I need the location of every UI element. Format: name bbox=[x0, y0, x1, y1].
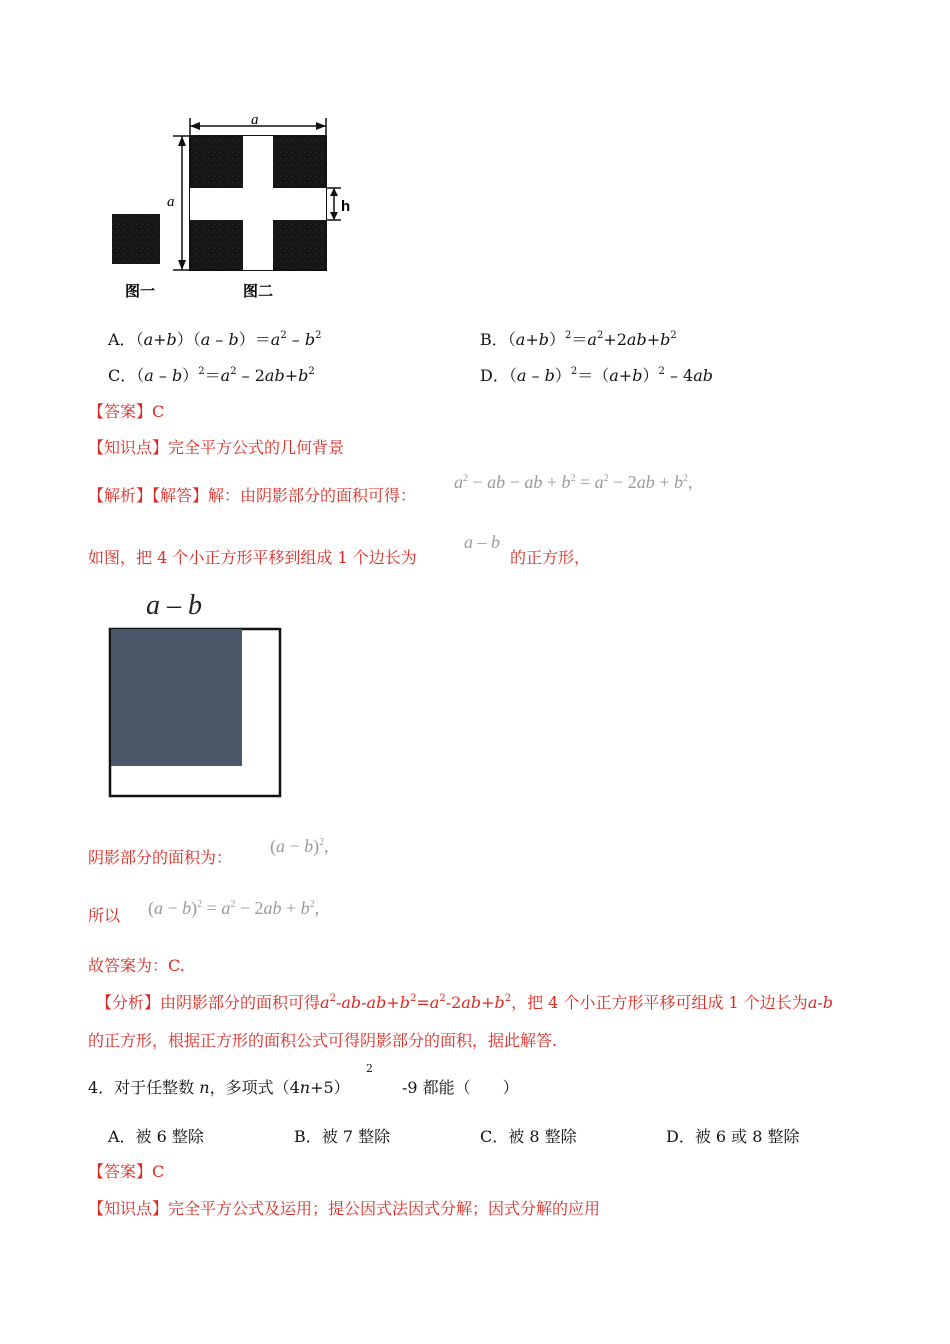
q3-analysis-lead: 解：由阴影部分的面积可得： bbox=[208, 486, 417, 505]
q4-knowledge-line bbox=[88, 1199, 600, 1219]
q3-answer: C bbox=[152, 402, 165, 421]
fenxi-line-1: 【分析】由阴影部分的面积可得$a^2-ab-ab+b^2=a^2-2ab+b^2$，把 4 个小正方形平移可组成 1 个边长为a-b bbox=[96, 993, 833, 1012]
formula-expansion: $a^2$ − ab − ab + $b^2 = a^2 - 2ab + b^2$, bbox=[454, 472, 693, 492]
q3-knowledge-line bbox=[88, 438, 344, 458]
cross-horizontal bbox=[190, 188, 326, 220]
label-a-side: a bbox=[167, 194, 175, 210]
fenxi-pre: 由阴影部分的面积可得 bbox=[160, 993, 321, 1012]
option-a-letter: A． bbox=[108, 330, 136, 349]
shadow-area-label: 阴影部分的面积为： bbox=[88, 848, 233, 867]
q3-answer-tag: 【答案】 bbox=[88, 402, 153, 421]
move-expr: a – b bbox=[464, 532, 500, 552]
q4-option-a: A．被 6 整除 bbox=[108, 1127, 204, 1146]
q4-stem-plus: +5） bbox=[310, 1078, 350, 1097]
q4-var-n2: n bbox=[299, 1078, 311, 1097]
option-b-letter: B． bbox=[480, 330, 508, 349]
caption-fig1: 图一 bbox=[125, 282, 156, 300]
q4-option-d: D．被 6 或 8 整除 bbox=[666, 1127, 800, 1146]
conclusion: 故答案为：C. bbox=[88, 956, 185, 975]
formula-square: $(a - b)^2$, bbox=[270, 836, 329, 856]
q4-answer-tag: 【答案】 bbox=[88, 1162, 153, 1181]
label-a-top: a bbox=[251, 112, 259, 128]
q4-knowledge: 完全平方公式及运用；提公因式法因式分解；因式分解的应用 bbox=[168, 1199, 601, 1218]
q4-option-c: C．被 8 整除 bbox=[480, 1127, 577, 1146]
caption-fig2: 图二 bbox=[243, 282, 274, 300]
small-square bbox=[112, 214, 160, 264]
fenxi-tag: 【分析】 bbox=[96, 993, 161, 1012]
q3-answer-line bbox=[88, 402, 164, 422]
shaded-square bbox=[111, 629, 242, 766]
so-label: 所以 bbox=[88, 906, 121, 925]
q4-stem-mid: ，多项式（4 bbox=[209, 1078, 300, 1097]
q4-answer: C bbox=[152, 1162, 165, 1181]
fenxi-ab: a-b bbox=[807, 993, 833, 1012]
q3-analysis-tag: 【解析】【解答】 bbox=[88, 486, 209, 505]
q4-stem-pre: 4．对于任整数 bbox=[88, 1078, 195, 1097]
figure-ab-square bbox=[108, 626, 284, 802]
q3-analysis-line bbox=[88, 486, 416, 506]
option-a: A．$(a+b)(a - b)=a^2 - b^2$ bbox=[108, 330, 322, 349]
q4-answer-line bbox=[88, 1162, 164, 1182]
option-c: C．$(a - b)^2=a^2 - 2ab+b^2$ bbox=[108, 366, 315, 385]
q4-var-n: n bbox=[199, 1078, 210, 1097]
q3-knowledge: 完全平方公式的几何背景 bbox=[168, 438, 345, 457]
q4-exponent: 2 bbox=[366, 1062, 373, 1075]
label-h: h bbox=[341, 198, 351, 215]
fenxi-post: ，把 4 个小正方形平移可组成 1 个边长为 bbox=[511, 993, 808, 1012]
q3-move-post: 的正方形， bbox=[510, 548, 591, 567]
option-d-letter: D． bbox=[480, 366, 509, 385]
q3-move-pre: 如图，把 4 个小正方形平移到组成 1 个边长为 bbox=[88, 548, 417, 567]
fenxi-line-2: 的正方形，根据正方形的面积公式可得阴影部分的面积，据此解答. bbox=[88, 1031, 558, 1050]
option-b: B．$(a+b)^2=a^2+2ab+b^2$ bbox=[480, 330, 677, 349]
q4-knowledge-tag: 【知识点】 bbox=[88, 1199, 169, 1218]
option-c-letter: C． bbox=[108, 366, 137, 385]
q4-option-b: B．被 7 整除 bbox=[294, 1127, 391, 1146]
figure2-label: a – b bbox=[146, 590, 202, 621]
figure-cross-squares bbox=[105, 108, 351, 303]
q4-stem-post: -9 都能（ ） bbox=[402, 1078, 519, 1097]
formula-identity: $(a - b)^2 = a^2 - 2ab + b^2$, bbox=[148, 898, 320, 918]
q3-knowledge-tag: 【知识点】 bbox=[88, 438, 169, 457]
option-d: D．$(a - b)^2=(a+b)^2 - 4ab$ bbox=[480, 366, 713, 385]
q4-stem bbox=[88, 1078, 350, 1098]
